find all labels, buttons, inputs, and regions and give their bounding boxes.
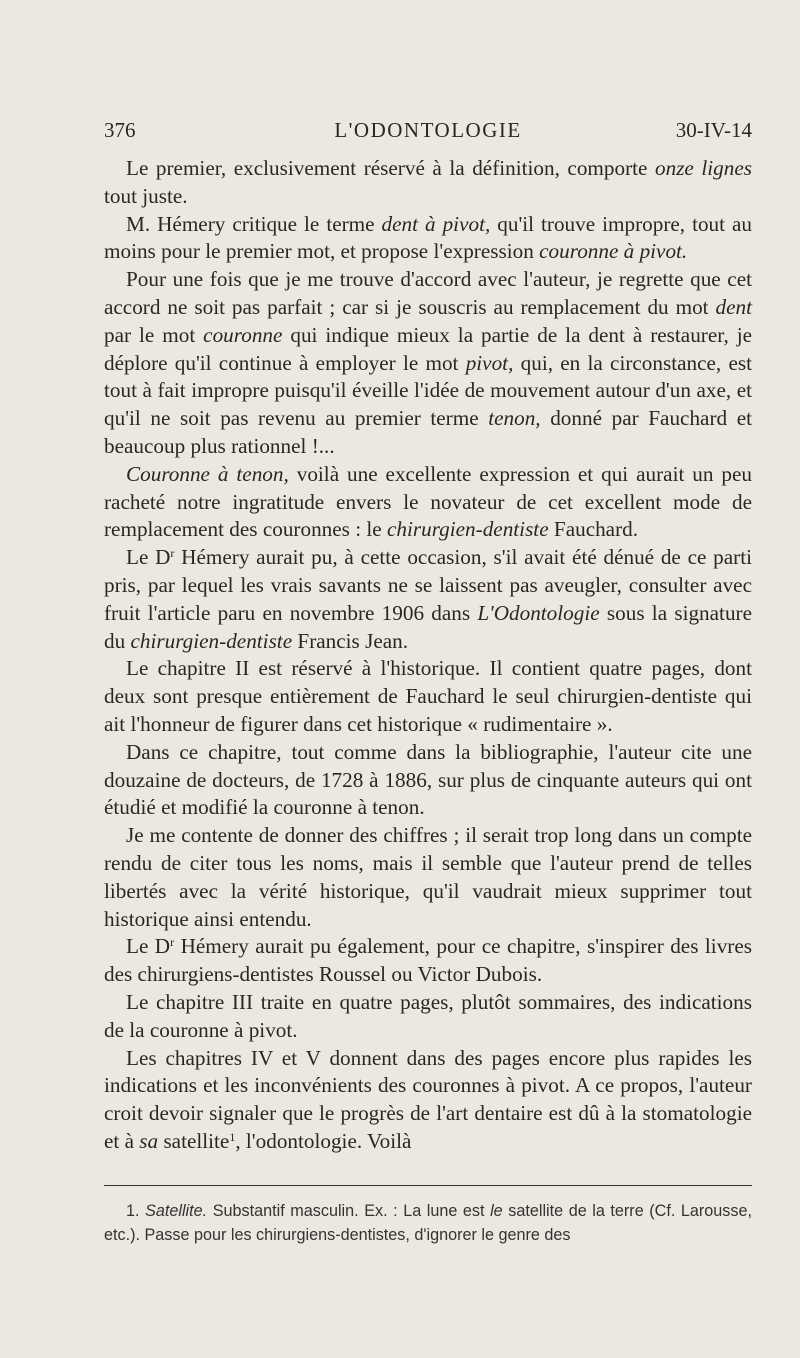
text-run: Le chapitre II est réservé à l'historique. Il contient quatre pages, dont deux sont presque entièrement de Fauchard le seul chirurgien-dentiste qui ait l'honneur de figurer dans cet historique « rudimentaire ». xyxy=(104,656,752,736)
footnote-rule xyxy=(104,1185,752,1186)
superscript: 1 xyxy=(229,1129,236,1144)
italic-text: chirurgien-dentiste xyxy=(386,517,549,542)
text-run: qui indique mieux la partie de la dent à restaurer, je déplore qu'il continue à employer le mot xyxy=(104,322,753,375)
text-run: Le D xyxy=(126,934,171,959)
italic-text: dent à pivot, xyxy=(381,211,491,236)
text-run: qu'il trouve impropre, tout au moins pour le premier mot, et propose l'expression xyxy=(104,211,753,264)
paragraph xyxy=(104,211,752,267)
paragraph xyxy=(104,989,752,1045)
text-run: Fauchard. xyxy=(548,517,639,542)
footnote-text xyxy=(104,1200,752,1247)
text-run: sous la signature du xyxy=(104,600,752,653)
text-run: Dans ce chapitre, tout comme dans la bibliographie, l'auteur cite une douzaine de docteurs, de 1728 à 1886, sur plus de cinquante auteurs qui ont étudié et modifié la couronne à tenon. xyxy=(104,739,752,820)
italic-text: sa xyxy=(139,1128,159,1153)
text-run: Pour une fois que je me trouve d'accord avec l'auteur, je regrette que cet accord ne soit pas parfait ; car si je souscris au remplacement du mot xyxy=(104,267,752,319)
text-run: tout juste. xyxy=(104,183,188,208)
paragraph xyxy=(104,739,752,822)
text-run: Substantif masculin. Ex. : La lune est xyxy=(207,1202,491,1220)
italic-text: Satellite. xyxy=(145,1202,208,1220)
superscript: r xyxy=(170,546,175,561)
paragraph xyxy=(104,461,752,544)
paragraph xyxy=(104,655,752,738)
italic-text: chirurgien-dentiste xyxy=(130,628,293,653)
running-header xyxy=(104,118,752,148)
italic-text: tenon, xyxy=(488,406,541,431)
running-title: L'ODONTOLOGIE xyxy=(334,118,522,142)
body-text xyxy=(104,155,752,1156)
text-run: voilà une excellente expression et qui aurait un peu racheté notre ingratitude envers le novateur de cet excellent mode de remplacement des couronnes : le xyxy=(104,461,752,542)
page-number: 376 xyxy=(104,118,136,142)
text-run: satellite de la terre (Cf. Larousse, etc.). Passe pour les chirurgiens-dentistes, d'ignorer le genre des xyxy=(104,1202,752,1244)
text-run: Le chapitre III traite en quatre pages, plutôt sommaires, des indications de la couronne à pivot. xyxy=(104,989,752,1042)
paragraph xyxy=(104,822,752,933)
paragraph xyxy=(104,1045,752,1156)
text-run: Hémery aurait pu, à cette occasion, s'il avait été dénué de ce parti pris, par lequel les vrais savants ne se laissent pas aveugler, consulter avec fruit l'article paru en novembre 1906 dans xyxy=(104,545,752,625)
text-run: Le D xyxy=(126,545,171,570)
italic-text: couronne à pivot. xyxy=(539,239,688,264)
text-run: Les chapitres IV et V donnent dans des pages encore plus rapides les indications et les inconvénients des couronnes à pivot. A ce propos, l'auteur croit devoir signaler que le progrès de l'art dentaire est dû à la stomatologie et à xyxy=(104,1045,752,1153)
text-run: qui, en la circonstance, est tout à fait impropre puisqu'il éveille l'idée de mouvement autour d'un axe, et qu'il ne soit pas revenu au premier terme xyxy=(104,350,752,431)
text-run: , l'odontologie. Voilà xyxy=(235,1128,412,1153)
paragraph xyxy=(104,155,752,211)
paragraph xyxy=(104,544,752,655)
italic-text: le xyxy=(490,1202,503,1220)
text-run: Le premier, exclusivement réservé à la définition, comporte xyxy=(126,156,655,180)
paragraph xyxy=(104,266,752,461)
superscript: r xyxy=(170,935,175,950)
italic-text: Couronne à tenon, xyxy=(126,461,289,486)
text-run: 1. xyxy=(126,1202,146,1220)
text-run: Hémery aurait pu également, pour ce chapitre, s'inspirer des livres des chirurgiens-dentistes Roussel ou Victor Dubois. xyxy=(104,934,752,987)
text-run: Francis Jean. xyxy=(292,628,409,653)
italic-text: couronne xyxy=(203,322,283,347)
italic-text: dent xyxy=(715,294,752,319)
footnote xyxy=(104,1200,752,1247)
paragraph xyxy=(104,933,752,989)
italic-text: pivot, xyxy=(465,350,514,375)
text-run: satellite xyxy=(158,1128,230,1153)
text-run: Je me contente de donner des chiffres ; il serait trop long dans un compte rendu de citer tous les noms, mais il semble que l'auteur prend de telles libertés avec la vérité historique, qu'il vaudrait mieux supprimer tout historique ainsi entendu. xyxy=(104,823,752,931)
italic-text: L'Odontologie xyxy=(477,600,600,625)
text-run: M. Hémery critique le terme xyxy=(126,211,382,236)
issue-date: 30-IV-14 xyxy=(675,118,752,142)
text-run: donné par Fauchard et beaucoup plus rationnel !... xyxy=(104,406,752,458)
text-run: par le mot xyxy=(104,322,204,347)
italic-text: onze lignes xyxy=(655,156,752,180)
